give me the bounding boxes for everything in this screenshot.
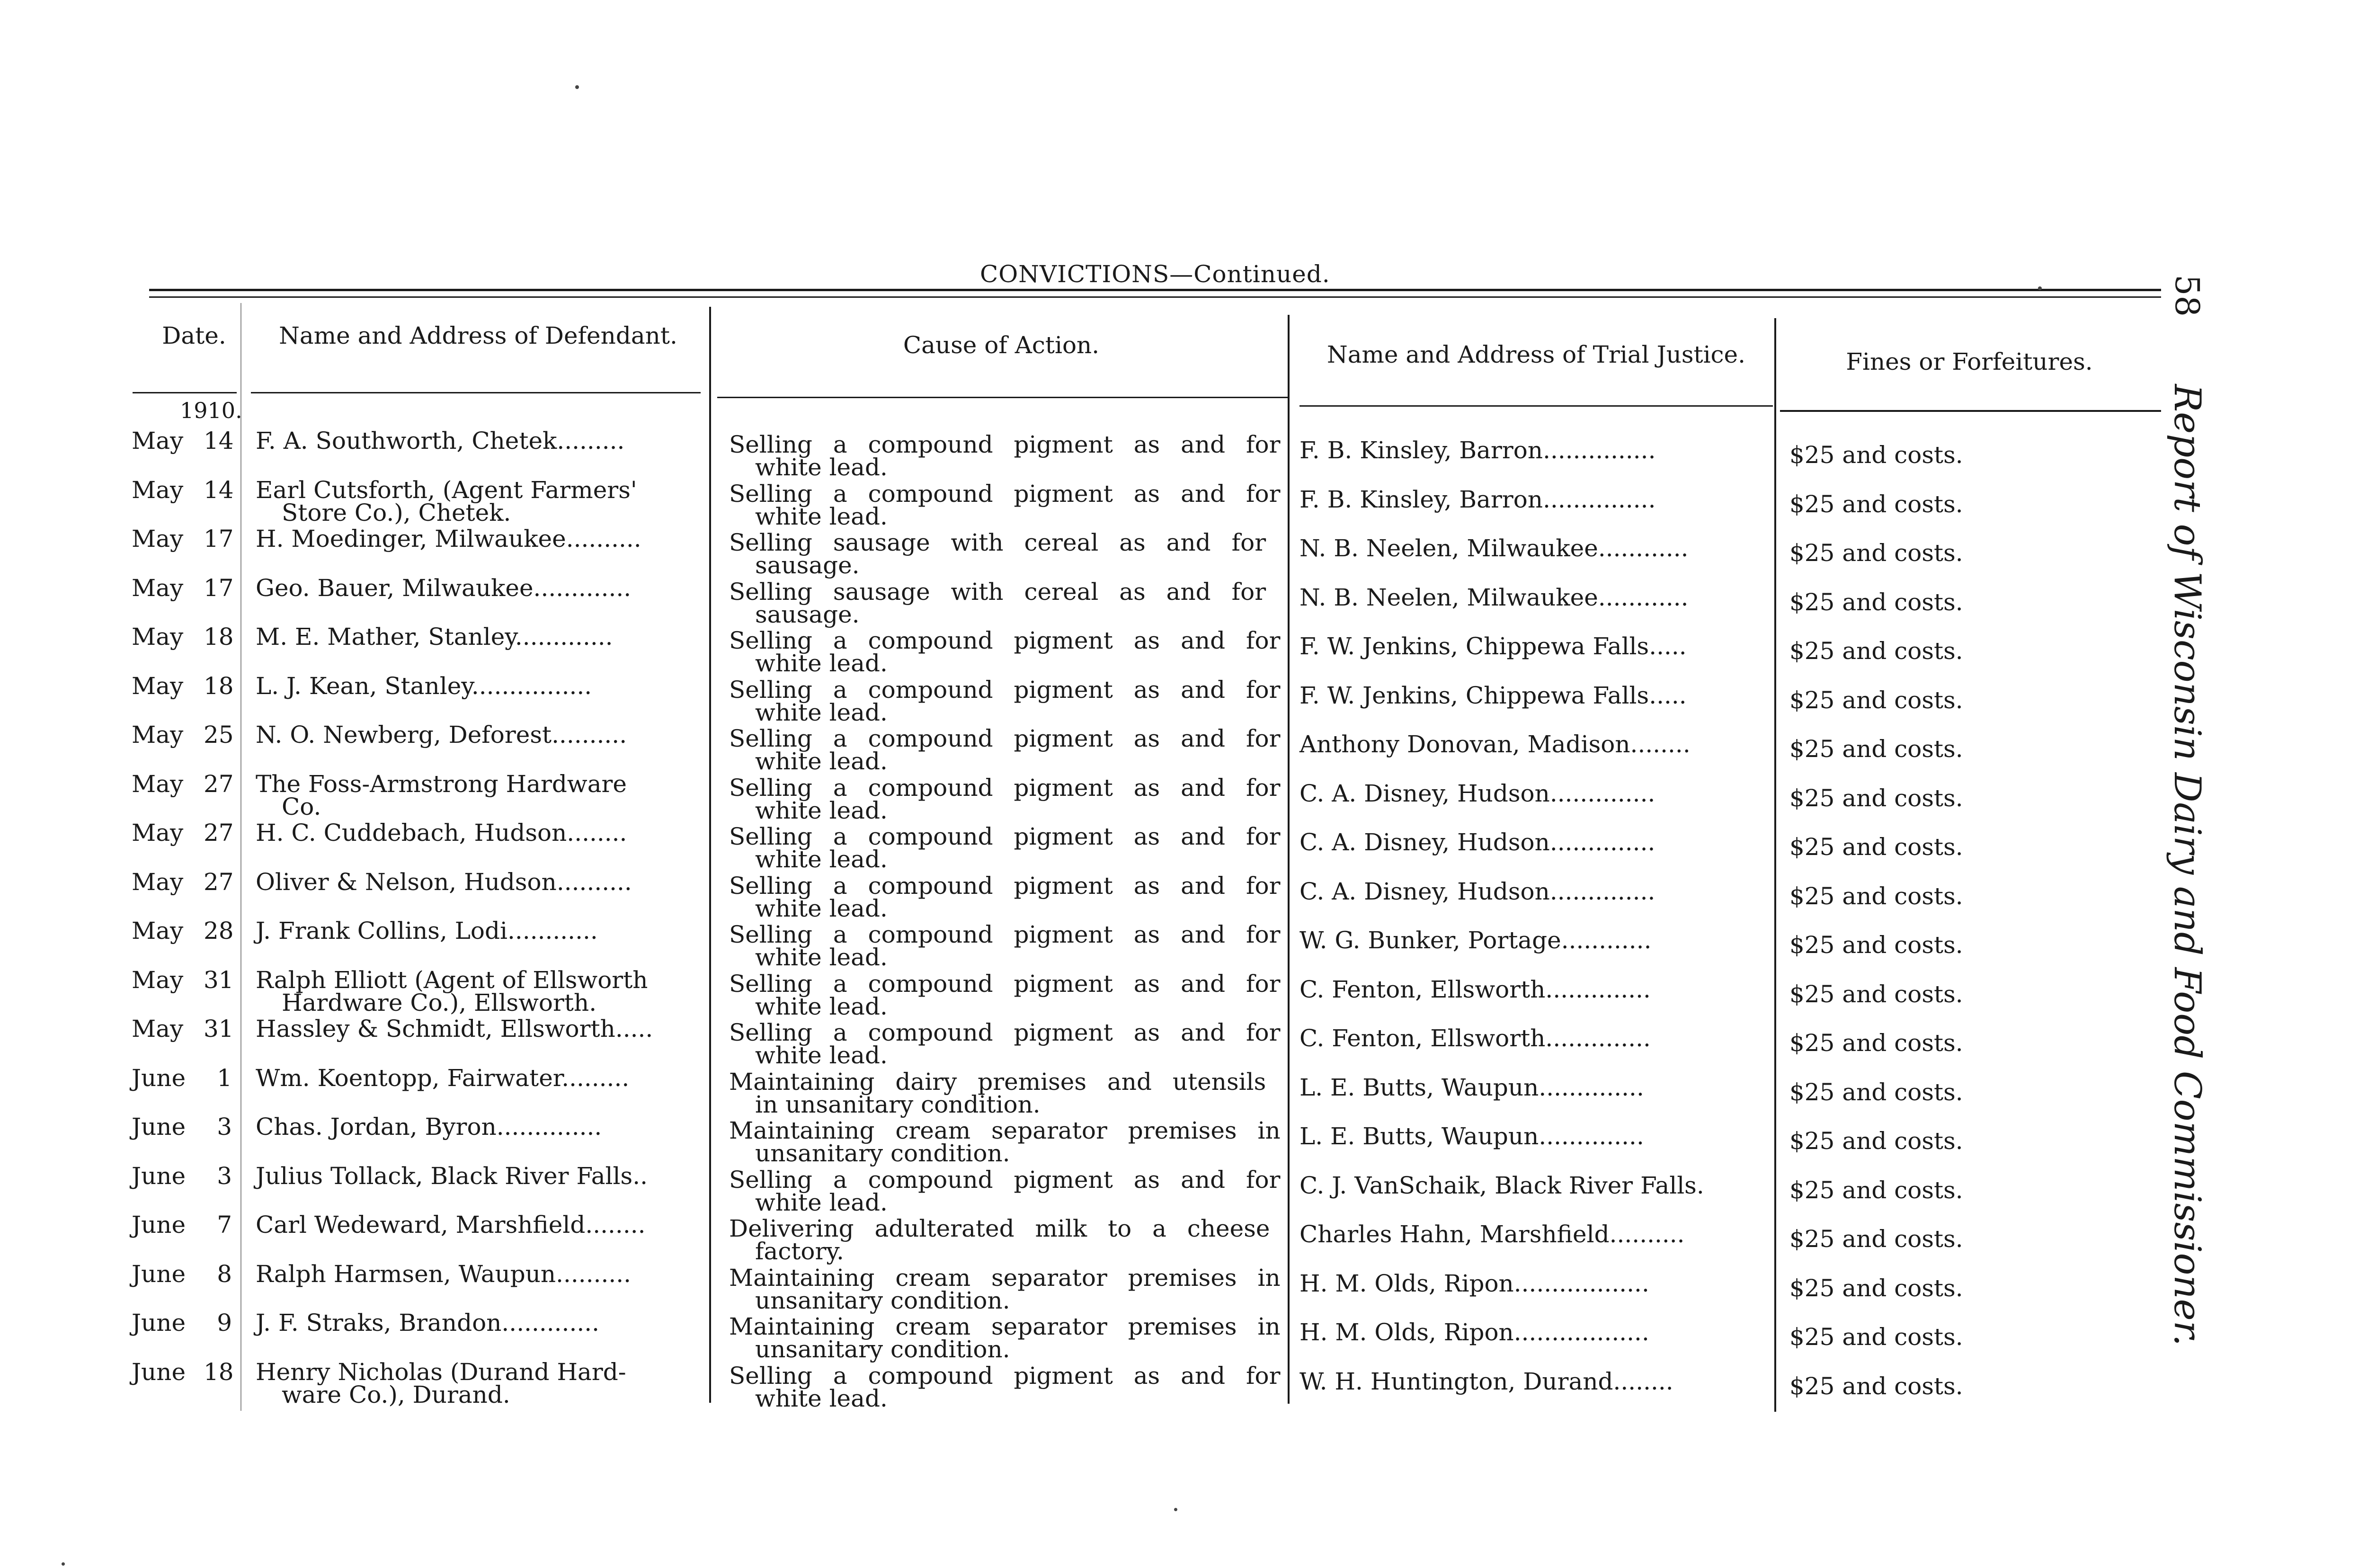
- row-cause: Selling a compound pigment as and for: [729, 1362, 1281, 1390]
- row-justice: W. H. Huntington, Durand........: [1299, 1368, 1673, 1395]
- row-cause: unsanitary condition.: [755, 1140, 1010, 1167]
- row-cause: Selling a compound pigment as and for: [729, 480, 1281, 508]
- row-defendant: ware Co.), Durand.: [282, 1381, 510, 1408]
- row-month: June: [132, 1211, 186, 1238]
- row-justice: C. A. Disney, Hudson..............: [1299, 829, 1655, 856]
- row-justice: Charles Hahn, Marshfield..........: [1299, 1221, 1685, 1248]
- row-day: 27: [204, 770, 234, 798]
- header-rule-date: [133, 392, 237, 393]
- print-speck: [62, 1562, 65, 1566]
- row-fine: $25 and costs.: [1789, 1372, 1963, 1400]
- row-cause: white lead.: [755, 650, 888, 677]
- row-justice: L. E. Butts, Waupun..............: [1299, 1123, 1644, 1150]
- row-day: 7: [217, 1211, 232, 1238]
- row-justice: C. Fenton, Ellsworth..............: [1299, 976, 1651, 1003]
- print-speck: [2038, 286, 2042, 290]
- row-cause: Selling a compound pigment as and for: [729, 627, 1281, 654]
- row-fine: $25 and costs.: [1789, 490, 1963, 518]
- row-day: 27: [204, 819, 234, 846]
- row-defendant: H. Moedinger, Milwaukee..........: [256, 525, 641, 552]
- row-cause: Selling a compound pigment as and for: [729, 676, 1281, 704]
- row-defendant: J. Frank Collins, Lodi............: [256, 917, 598, 944]
- row-day: 31: [204, 966, 234, 994]
- running-head: [2168, 275, 2206, 1346]
- row-cause: Selling a compound pigment as and for: [729, 774, 1281, 802]
- print-speck: [1174, 1508, 1177, 1511]
- row-cause: Maintaining cream separator premises in: [729, 1117, 1281, 1144]
- row-day: 27: [204, 868, 234, 896]
- page-number: 58: [2168, 275, 2207, 317]
- row-justice: W. G. Bunker, Portage............: [1299, 927, 1652, 954]
- row-cause: Selling a compound pigment as and for: [729, 1019, 1281, 1046]
- row-day: 14: [204, 476, 234, 504]
- column-header-cause: Cause of Action.: [903, 331, 1100, 359]
- row-justice: H. M. Olds, Ripon..................: [1299, 1319, 1649, 1346]
- row-cause: Maintaining cream separator premises in: [729, 1264, 1281, 1292]
- row-defendant: Oliver & Nelson, Hudson..........: [256, 868, 632, 896]
- row-defendant: Hassley & Schmidt, Ellsworth.....: [256, 1015, 653, 1042]
- row-defendant: Co.: [282, 793, 321, 820]
- row-fine: $25 and costs.: [1789, 1274, 1963, 1302]
- column-header-fines: Fines or Forfeitures.: [1846, 348, 2093, 375]
- row-cause: unsanitary condition.: [755, 1287, 1010, 1314]
- row-cause: white lead.: [755, 1189, 888, 1216]
- row-fine: $25 and costs.: [1789, 1078, 1963, 1106]
- row-day: 17: [204, 525, 234, 552]
- row-justice: F. W. Jenkins, Chippewa Falls.....: [1299, 682, 1687, 709]
- row-month: June: [132, 1260, 186, 1288]
- row-day: 31: [204, 1015, 234, 1042]
- row-fine: $25 and costs.: [1789, 735, 1963, 763]
- row-justice: N. B. Neelen, Milwaukee............: [1299, 584, 1689, 611]
- row-month: May: [132, 721, 184, 748]
- row-defendant: Geo. Bauer, Milwaukee.............: [256, 574, 632, 602]
- row-month: June: [132, 1113, 186, 1140]
- row-cause: white lead.: [755, 1385, 888, 1412]
- row-month: May: [132, 427, 184, 454]
- row-defendant: Store Co.), Chetek.: [282, 499, 511, 526]
- row-fine: $25 and costs.: [1789, 931, 1963, 959]
- row-justice: Anthony Donovan, Madison........: [1299, 731, 1691, 758]
- row-cause: white lead.: [755, 846, 888, 873]
- row-day: 14: [204, 427, 234, 454]
- row-cause: white lead.: [755, 699, 888, 726]
- row-justice: C. A. Disney, Hudson..............: [1299, 780, 1655, 807]
- row-day: 25: [204, 721, 234, 748]
- row-cause: Selling a compound pigment as and for: [729, 970, 1281, 998]
- year-label: 1910.: [180, 398, 242, 423]
- row-cause: Maintaining dairy premises and utensils: [729, 1068, 1266, 1096]
- header-rule-justice: [1299, 405, 1773, 407]
- row-cause: Selling sausage with cereal as and for: [729, 578, 1266, 606]
- row-cause: in unsanitary condition.: [755, 1091, 1041, 1118]
- row-cause: white lead.: [755, 993, 888, 1020]
- row-day: 9: [217, 1309, 232, 1336]
- row-day: 3: [217, 1162, 232, 1190]
- row-fine: $25 and costs.: [1789, 833, 1963, 861]
- row-month: June: [132, 1162, 186, 1190]
- row-defendant: The Foss-Armstrong Hardware: [256, 770, 627, 798]
- row-justice: C. Fenton, Ellsworth..............: [1299, 1025, 1651, 1052]
- column-divider-date: [240, 303, 241, 1411]
- row-fine: $25 and costs.: [1789, 1323, 1963, 1351]
- row-day: 1: [217, 1064, 232, 1092]
- row-day: 3: [217, 1113, 232, 1140]
- row-fine: $25 and costs.: [1789, 539, 1963, 567]
- row-cause: Delivering adulterated milk to a cheese: [729, 1215, 1270, 1242]
- column-header-date: Date.: [162, 322, 226, 349]
- row-month: June: [132, 1358, 186, 1386]
- row-month: May: [132, 819, 184, 846]
- top-double-rule: [149, 289, 2161, 291]
- print-speck: [575, 85, 579, 89]
- row-defendant: Henry Nicholas (Durand Hard-: [256, 1358, 626, 1386]
- section-title: CONVICTIONS—Continued.: [980, 260, 1330, 288]
- row-fine: $25 and costs.: [1789, 686, 1963, 714]
- row-cause: sausage.: [755, 552, 860, 579]
- top-double-rule-lower: [149, 296, 2161, 298]
- row-month: May: [132, 1015, 184, 1042]
- row-month: June: [132, 1064, 186, 1092]
- row-month: May: [132, 574, 184, 602]
- row-justice: F. B. Kinsley, Barron...............: [1299, 486, 1656, 513]
- row-cause: factory.: [755, 1238, 844, 1265]
- row-justice: L. E. Butts, Waupun..............: [1299, 1074, 1644, 1101]
- row-fine: $25 and costs.: [1789, 882, 1963, 910]
- row-defendant: Ralph Elliott (Agent of Ellsworth: [256, 966, 648, 994]
- row-justice: C. J. VanSchaik, Black River Falls.: [1299, 1172, 1704, 1199]
- row-cause: white lead.: [755, 503, 888, 530]
- column-divider-justice: [1774, 318, 1776, 1412]
- row-defendant: H. C. Cuddebach, Hudson........: [256, 819, 627, 846]
- row-fine: $25 and costs.: [1789, 980, 1963, 1008]
- row-cause: white lead.: [755, 944, 888, 971]
- header-rule-cause: [717, 397, 1288, 398]
- row-defendant: Hardware Co.), Ellsworth.: [282, 989, 597, 1016]
- row-cause: unsanitary condition.: [755, 1336, 1010, 1363]
- row-justice: N. B. Neelen, Milwaukee............: [1299, 535, 1689, 562]
- row-day: 17: [204, 574, 234, 602]
- row-defendant: L. J. Kean, Stanley................: [256, 672, 592, 700]
- column-header-justice: Name and Address of Trial Justice.: [1326, 341, 1746, 368]
- row-defendant: Wm. Koentopp, Fairwater.........: [256, 1064, 630, 1092]
- row-defendant: Julius Tollack, Black River Falls..: [256, 1162, 648, 1190]
- row-cause: Selling a compound pigment as and for: [729, 872, 1281, 900]
- row-month: May: [132, 966, 184, 994]
- row-day: 18: [204, 672, 234, 700]
- row-cause: Selling a compound pigment as and for: [729, 921, 1281, 948]
- row-defendant: Chas. Jordan, Byron..............: [256, 1113, 602, 1140]
- row-day: 18: [204, 623, 234, 650]
- row-fine: $25 and costs.: [1789, 1176, 1963, 1204]
- row-defendant: Earl Cutsforth, (Agent Farmers': [256, 476, 637, 504]
- header-rule-defendant: [251, 392, 701, 393]
- row-month: May: [132, 476, 184, 504]
- row-cause: white lead.: [755, 797, 888, 824]
- row-justice: H. M. Olds, Ripon..................: [1299, 1270, 1649, 1297]
- row-cause: sausage.: [755, 601, 860, 628]
- row-cause: Selling sausage with cereal as and for: [729, 529, 1266, 556]
- row-day: 18: [204, 1358, 234, 1386]
- row-fine: $25 and costs.: [1789, 588, 1963, 616]
- row-cause: Selling a compound pigment as and for: [729, 431, 1281, 458]
- row-cause: Maintaining cream separator premises in: [729, 1313, 1281, 1340]
- row-cause: white lead.: [755, 748, 888, 775]
- row-month: May: [132, 672, 184, 700]
- row-cause: white lead.: [755, 1042, 888, 1069]
- row-day: 8: [217, 1260, 232, 1288]
- column-header-defendant: Name and Address of Defendant.: [279, 322, 677, 349]
- row-fine: $25 and costs.: [1789, 441, 1963, 469]
- row-cause: Selling a compound pigment as and for: [729, 823, 1281, 850]
- row-cause: white lead.: [755, 454, 888, 481]
- row-defendant: F. A. Southworth, Chetek.........: [256, 427, 625, 454]
- row-defendant: N. O. Newberg, Deforest..........: [256, 721, 627, 748]
- row-month: May: [132, 623, 184, 650]
- row-defendant: J. F. Straks, Brandon.............: [256, 1309, 600, 1336]
- row-fine: $25 and costs.: [1789, 637, 1963, 665]
- header-rule-fines: [1780, 410, 2161, 412]
- row-fine: $25 and costs.: [1789, 1029, 1963, 1057]
- row-justice: F. W. Jenkins, Chippewa Falls.....: [1299, 633, 1687, 660]
- row-defendant: Ralph Harmsen, Waupun..........: [256, 1260, 632, 1288]
- row-month: May: [132, 525, 184, 552]
- row-month: May: [132, 868, 184, 896]
- row-fine: $25 and costs.: [1789, 1127, 1963, 1155]
- row-defendant: M. E. Mather, Stanley.............: [256, 623, 613, 650]
- row-cause: Selling a compound pigment as and for: [729, 1166, 1281, 1194]
- row-month: May: [132, 770, 184, 798]
- row-month: June: [132, 1309, 186, 1336]
- row-day: 28: [204, 917, 234, 944]
- column-divider-defendant: [709, 307, 711, 1403]
- row-justice: F. B. Kinsley, Barron...............: [1299, 437, 1656, 464]
- row-cause: white lead.: [755, 895, 888, 922]
- row-month: May: [132, 917, 184, 944]
- row-fine: $25 and costs.: [1789, 1225, 1963, 1253]
- row-justice: C. A. Disney, Hudson..............: [1299, 878, 1655, 905]
- row-defendant: Carl Wedeward, Marshfield........: [256, 1211, 646, 1238]
- running-head-title: Report of Wisconsin Dairy and Food Commissioner.: [2166, 384, 2208, 1346]
- row-cause: Selling a compound pigment as and for: [729, 725, 1281, 752]
- row-fine: $25 and costs.: [1789, 784, 1963, 812]
